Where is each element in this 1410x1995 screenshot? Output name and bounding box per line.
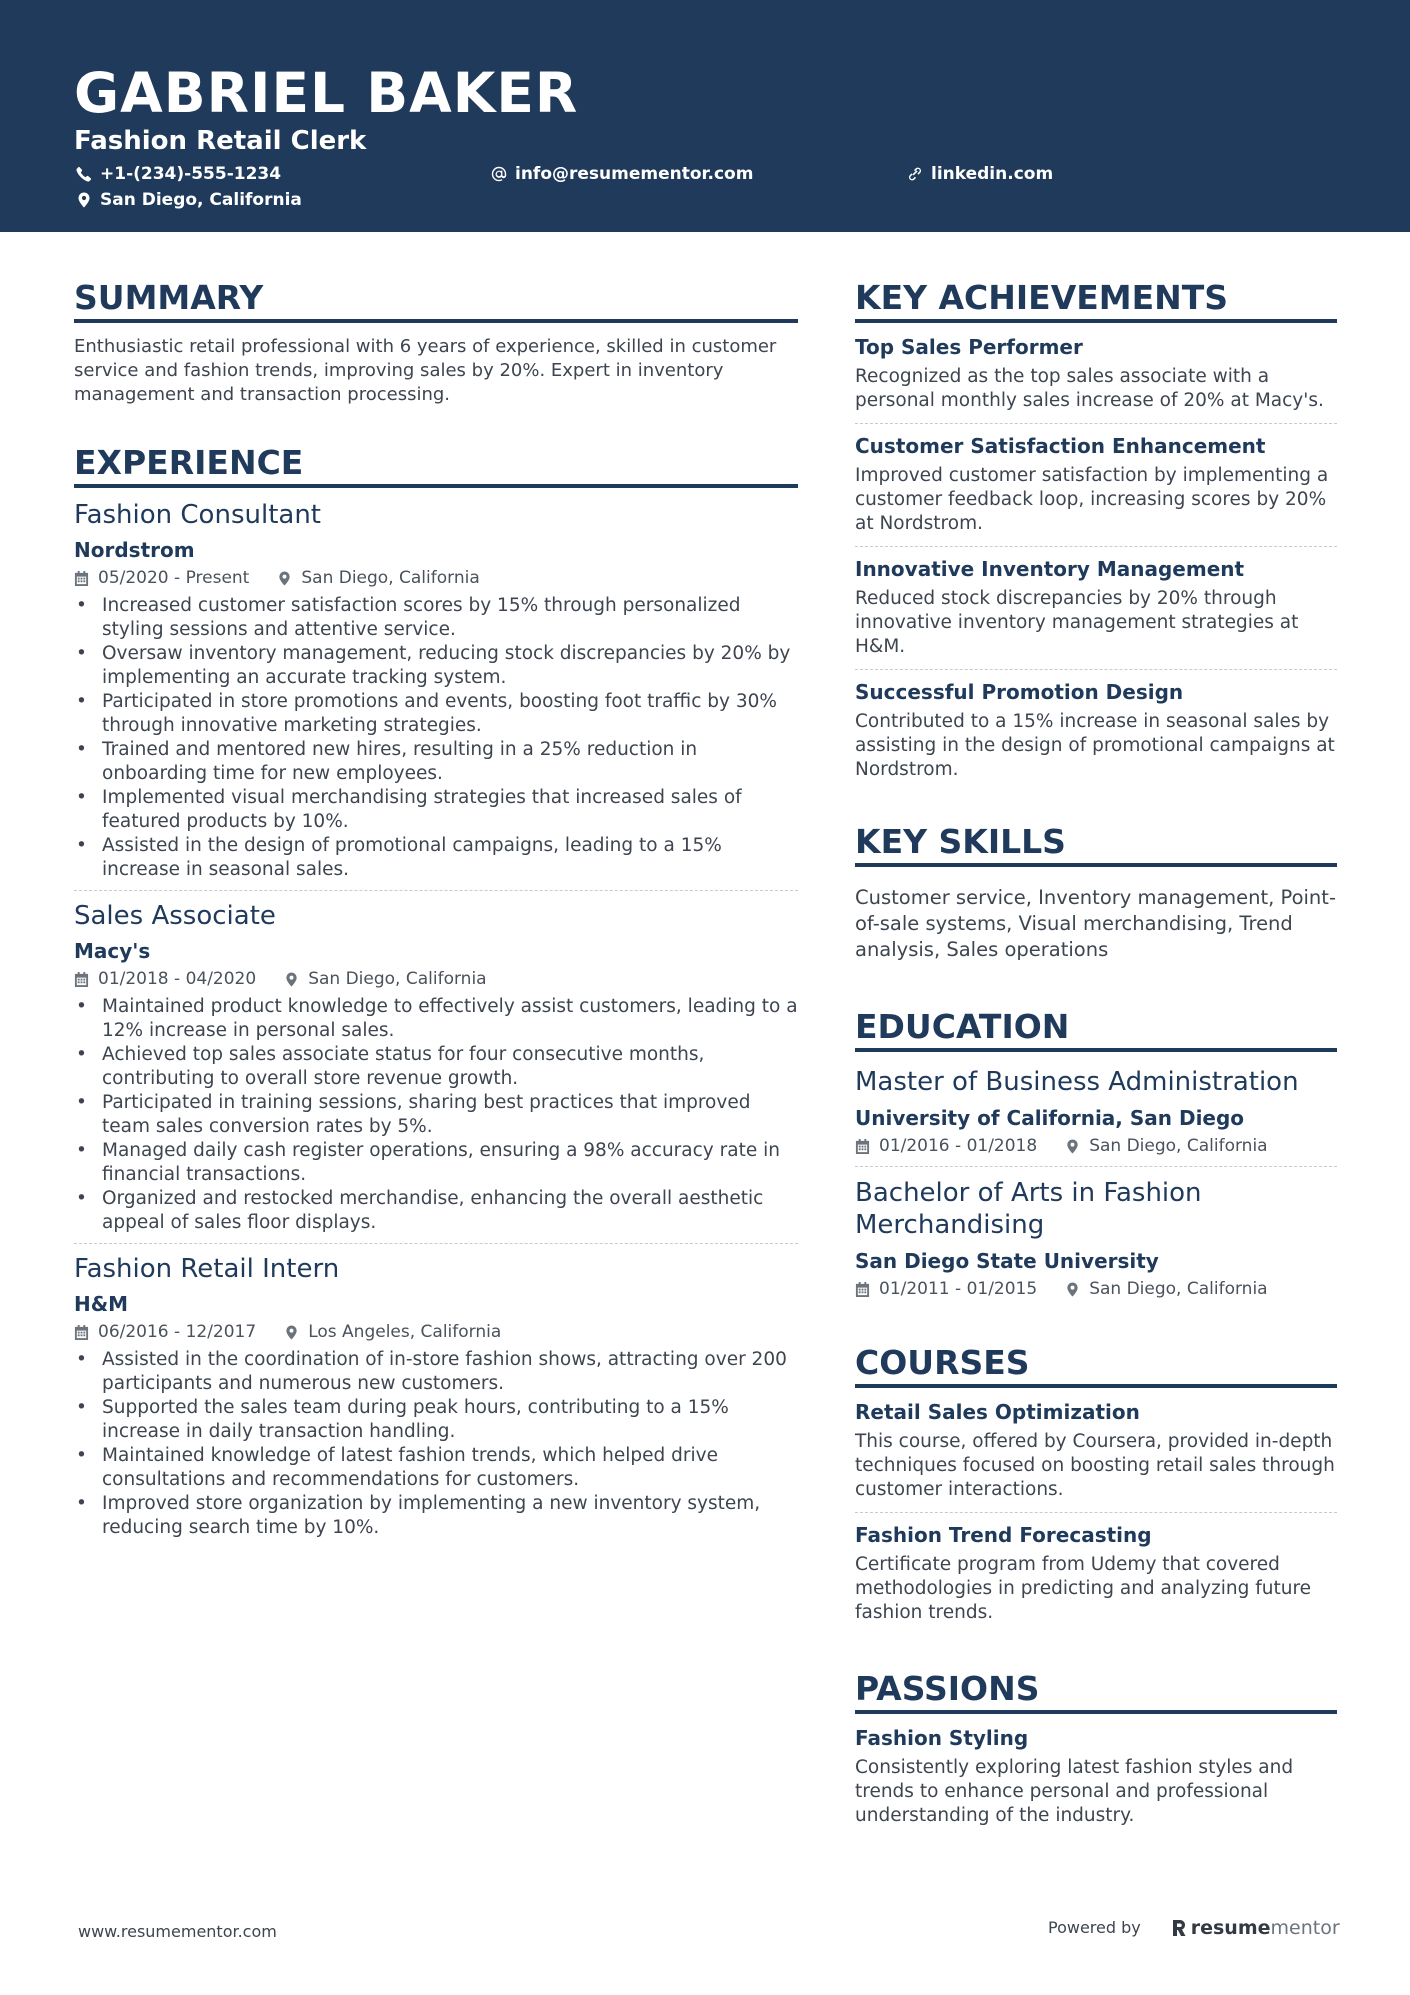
job-title: Fashion Consultant — [74, 500, 321, 530]
experience-heading: EXPERIENCE — [74, 443, 798, 488]
list-item: • Increased customer satisfaction scores by 15% through personalized styling sessions and attentive service. — [74, 594, 798, 642]
job-location: San Diego, California — [301, 568, 480, 588]
course-title: Fashion Trend Forecasting — [855, 1523, 1152, 1547]
passions-list — [855, 1716, 1337, 1838]
list-item: • Organized and restocked merchandise, enhancing the overall aesthetic appeal of sales floor displays. — [74, 1187, 798, 1235]
summary-heading: SUMMARY — [74, 278, 798, 323]
list-item: • Managed daily cash register operations, ensuring a 98% accuracy rate in financial transactions. — [74, 1139, 798, 1187]
linkedin-text: linkedin.com — [931, 164, 1054, 184]
skills-heading: KEY SKILLS — [855, 822, 1337, 867]
achievement-desc: Recognized as the top sales associate with a personal monthly sales increase of 20% at Macy's. — [855, 366, 1324, 411]
list-item: • Oversaw inventory management, reducing stock discrepancies by 20% by implementing an accurate tracking system. — [74, 642, 798, 690]
phone-text: +1-(234)-555-1234 — [100, 164, 282, 184]
list-item: • Trained and mentored new hires, resulting in a 25% reduction in onboarding time for new employees. — [74, 738, 798, 786]
list-item: • Assisted in the coordination of in-store fashion shows, attracting over 200 participants and numerous new customers. — [74, 1348, 798, 1396]
experience-entry — [74, 890, 798, 1243]
at-icon — [491, 166, 507, 182]
achievement-desc: Contributed to a 15% increase in seasonal sales by assisting in the design of promotional campaigns at Nordstrom. — [855, 711, 1335, 780]
powered-by-label: Powered by — [1048, 1918, 1141, 1937]
edu-degree: Bachelor of Arts in Fashion Merchandising — [855, 1178, 1202, 1240]
edu-location: San Diego, California — [1089, 1136, 1268, 1156]
edu-dates: 01/2016 - 01/2018 — [879, 1136, 1038, 1156]
achievement-desc: Reduced stock discrepancies by 20% through innovative inventory management strategies at H&M. — [855, 588, 1299, 657]
experience-entry — [74, 498, 798, 890]
brand-bold-text: resume — [1190, 1917, 1271, 1939]
location-pin-icon — [1065, 1282, 1080, 1297]
job-company: H&M — [74, 1292, 129, 1316]
contact-linkedin[interactable] — [907, 162, 1053, 186]
passion-item — [855, 1716, 1337, 1838]
job-meta — [74, 1320, 798, 1344]
edu-degree: Master of Business Administration — [855, 1067, 1299, 1097]
job-bullets — [74, 995, 798, 1235]
achievement-title: Successful Promotion Design — [855, 680, 1184, 704]
list-item: • Maintained knowledge of latest fashion trends, which helped drive consultations and recommendations for customers. — [74, 1444, 798, 1492]
footer-website[interactable]: www.resumementor.com — [78, 1922, 277, 1941]
summary-text: Enthusiastic retail professional with 6 years of experience, skilled in customer service and fashion trends, improving sales by 20%. Expert in inventory management and transaction processing. — [74, 336, 777, 405]
brand-light-text: mentor — [1270, 1917, 1340, 1939]
passions-heading: PASSIONS — [855, 1669, 1337, 1714]
job-meta — [74, 967, 798, 991]
calendar-icon — [74, 1325, 89, 1340]
course-item — [855, 1512, 1337, 1635]
list-item: • Participated in store promotions and events, boosting foot traffic by 30% through innovative marketing strategies. — [74, 690, 798, 738]
experience-entry — [74, 1243, 798, 1548]
job-dates: 05/2020 - Present — [98, 568, 250, 588]
phone-icon — [76, 166, 92, 182]
courses-heading: COURSES — [855, 1343, 1337, 1388]
list-item: • Improved store organization by implementing a new inventory system, reducing search time by 10%. — [74, 1492, 798, 1540]
calendar-icon — [855, 1139, 870, 1154]
calendar-icon — [855, 1282, 870, 1297]
passion-desc: Consistently exploring latest fashion styles and trends to enhance personal and professional understanding of the industry. — [855, 1757, 1294, 1826]
achievement-title: Customer Satisfaction Enhancement — [855, 434, 1266, 458]
email-text: info@resumementor.com — [515, 164, 754, 184]
list-item: • Supported the sales team during peak hours, contributing to a 15% increase in daily transaction handling. — [74, 1396, 798, 1444]
job-title: Fashion Retail Intern — [74, 1254, 340, 1284]
location-pin-icon — [277, 571, 292, 586]
achievement-desc: Improved customer satisfaction by implementing a customer feedback loop, increasing scores by 20% at Nordstrom. — [855, 465, 1329, 534]
education-item — [855, 1166, 1337, 1309]
job-bullets — [74, 594, 798, 882]
job-company: Macy's — [74, 939, 151, 963]
contact-phone[interactable] — [76, 162, 281, 186]
job-title: Sales Associate — [74, 901, 276, 931]
list-item: • Participated in training sessions, sharing best practices that improved team sales conversion rates by 5%. — [74, 1091, 798, 1139]
list-item: • Implemented visual merchandising strategies that increased sales of featured products by 10%. — [74, 786, 798, 834]
brand-logo[interactable] — [1171, 1916, 1340, 1940]
job-meta — [74, 566, 798, 590]
candidate-name: GABRIEL BAKER — [74, 61, 579, 125]
location-text: San Diego, California — [100, 190, 302, 210]
right-column — [855, 278, 1337, 1838]
course-desc: This course, offered by Coursera, provided in-depth techniques focused on boosting retail sales through customer interactions. — [855, 1431, 1335, 1500]
left-column — [74, 278, 798, 1548]
edu-school: San Diego State University — [855, 1249, 1159, 1273]
education-item — [855, 1060, 1337, 1166]
achievement-item — [855, 546, 1337, 669]
job-location: San Diego, California — [308, 969, 487, 989]
edu-location: San Diego, California — [1089, 1279, 1268, 1299]
location-pin-icon — [284, 972, 299, 987]
job-dates: 06/2016 - 12/2017 — [98, 1322, 257, 1342]
achievement-title: Top Sales Performer — [855, 335, 1083, 359]
location-pin-icon — [1065, 1139, 1080, 1154]
job-location: Los Angeles, California — [308, 1322, 502, 1342]
achievement-title: Innovative Inventory Management — [855, 557, 1245, 581]
job-dates: 01/2018 - 04/2020 — [98, 969, 257, 989]
list-item: • Maintained product knowledge to effectively assist customers, leading to a 12% increase in personal sales. — [74, 995, 798, 1043]
footer-powered — [1048, 1916, 1340, 1940]
course-desc: Certificate program from Udemy that covered methodologies in predicting and analyzing future fashion trends. — [855, 1554, 1312, 1623]
link-icon — [907, 166, 923, 182]
list-item: • Assisted in the design of promotional campaigns, leading to a 15% increase in seasonal sales. — [74, 834, 798, 882]
course-item — [855, 1390, 1337, 1512]
brand-mark-icon — [1171, 1919, 1187, 1937]
achievement-item — [855, 669, 1337, 792]
contact-email[interactable] — [491, 162, 753, 186]
achievements-list — [855, 325, 1337, 792]
achievement-item — [855, 325, 1337, 423]
achievements-heading: KEY ACHIEVEMENTS — [855, 278, 1337, 323]
course-title: Retail Sales Optimization — [855, 1400, 1140, 1424]
list-item: • Achieved top sales associate status for four consecutive months, contributing to overall store revenue growth. — [74, 1043, 798, 1091]
location-pin-icon — [76, 192, 92, 208]
skills-text: Customer service, Inventory management, Point-of-sale systems, Visual merchandising, Trend analysis, Sales operations — [855, 886, 1336, 961]
calendar-icon — [74, 571, 89, 586]
job-company: Nordstrom — [74, 538, 195, 562]
contact-location — [76, 188, 302, 212]
candidate-title: Fashion Retail Clerk — [74, 126, 367, 156]
resume-header — [0, 0, 1410, 232]
job-bullets — [74, 1348, 798, 1540]
achievement-item — [855, 423, 1337, 546]
passion-title: Fashion Styling — [855, 1726, 1029, 1750]
education-heading: EDUCATION — [855, 1007, 1337, 1052]
edu-dates: 01/2011 - 01/2015 — [879, 1279, 1038, 1299]
courses-list — [855, 1390, 1337, 1635]
location-pin-icon — [284, 1325, 299, 1340]
calendar-icon — [74, 972, 89, 987]
edu-meta — [855, 1277, 1337, 1301]
edu-meta — [855, 1134, 1337, 1158]
edu-school: University of California, San Diego — [855, 1106, 1245, 1130]
education-list — [855, 1060, 1337, 1309]
